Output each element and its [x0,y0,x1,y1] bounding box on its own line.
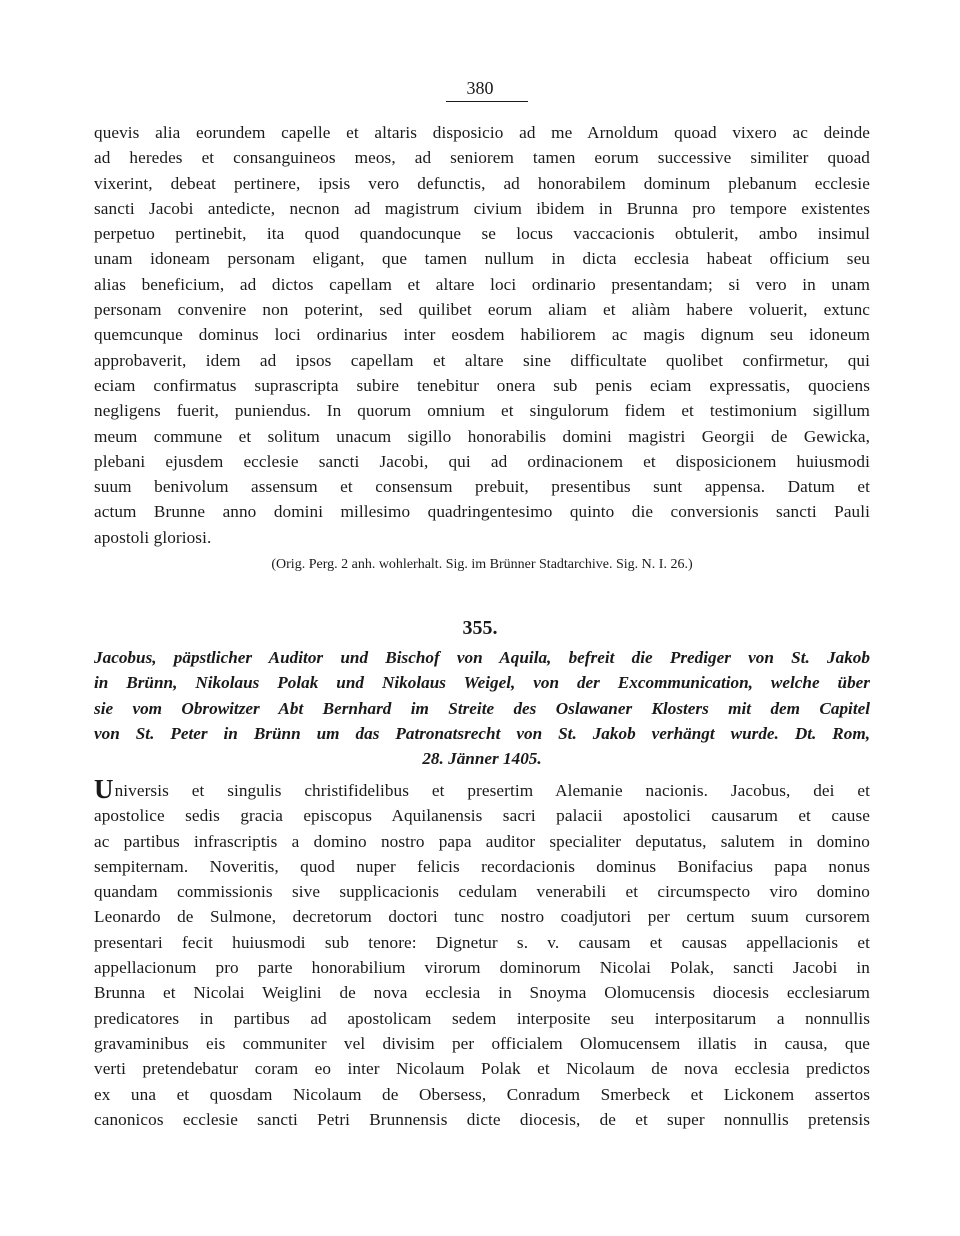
text-line: ac partibus infrascriptis a domino nostro papa auditor specialiter deputatus, salutem in domino [94,831,870,851]
text-line: Leonardo de Sulmone, decretorum doctori tunc nostro coadjutori per certum suum cursorem [94,907,870,927]
text-line: alias beneficium, ad dictos capellam et altare loci ordinario presentandam; si vero in unam [94,274,870,294]
text-line: quandam commissionis sive supplicacionis cedulam venerabili et circumspecto viro domino [94,882,870,902]
paragraph-charter-end [94,120,870,550]
regest-summary [94,645,870,771]
text-line: 28. Jänner 1405. [422,749,542,769]
text-line: quevis alia eorundem capelle et altaris disposicio ad me Arnoldum quoad vixero ac deinde [94,123,870,142]
text-line: perpetuo pertinebit, ita quod quandocunque se locus vaccacionis obtulerit, ambo insimul [94,224,870,244]
paragraph-charter-start [94,778,870,1132]
text-line: canonicos ecclesie sancti Petri Brunnensis dicte diocesis, de et super nonnullis pretensis [94,1109,870,1129]
source-note: (Orig. Perg. 2 anh. wohlerhalt. Sig. im Brünner Stadtarchive. Sig. N. I. 26.) [271,557,693,572]
text-line: approbaverit, idem ad ipsos capellam et altare sine difficultate quolibet confirmetur, qui [94,350,870,370]
text-line: predicatores in partibus ad apostolicam sedem interposite seu interpositarum a nonnullis [94,1008,870,1028]
text-line: ad heredes et consanguineos meos, ad seniorem tamen eorum successive similiter quoad [94,148,870,168]
initial-letter: U [94,778,114,804]
text-line: vixerint, debeat pertinere, ipsis vero defunctis, ad honorabilem dominum plebanum ecclesie [94,173,870,193]
text-line: actum Brunne anno domini millesimo quadringentesimo quinto die conversionis sancti Pauli [94,502,870,522]
text-line-rest: niversis et singulis christifidelibus et presertim Alemanie nacionis. Jacobus, dei et [114,781,870,800]
text-line: apostoli gloriosi. [94,527,212,547]
text-line: gravaminibus eis communiter vel divisim per officialem Olomucensem illatis in causa, que [94,1033,870,1053]
text-line: ex una et quosdam Nicolaum de Obersess, Conradum Smerbeck et Lickonem assertos [94,1084,870,1104]
text-line: sancti Jacobi antedicte, necnon ad magistrum civium ibidem in Brunna pro tempore existentes [94,198,870,218]
text-line: suum benivolum assensum et consensum prebuit, presentibus sunt appensa. Datum et [94,477,870,497]
text-line: quemcunque dominus loci ordinarius inter eosdem habiliorem ac magis dignum seu idoneum [94,325,870,345]
text-line: verti pretendebatur coram eo inter Nicolaum Polak et Nicolaum de nova ecclesia predictos [94,1059,870,1079]
page-number: 380 [466,78,494,98]
text-line: appellacionum pro parte honorabilium virorum dominorum Nicolai Polak, sancti Jacobi in [94,958,870,978]
text-line: von St. Peter in Brünn um das Patronatsrecht von St. Jakob verhängt wurde. Dt. Rom, [94,723,870,743]
text-line: plebani ejusdem ecclesie sancti Jacobi, qui ad ordinacionem et disposicionem huiusmodi [94,451,870,471]
text-line: personam convenire non poterint, sed quilibet eorum aliam et aliàm habere voluerit, extunc [94,300,870,320]
text-line: sie vom Obrowitzer Abt Bernhard im Streite des Oslawaner Klosters mit dem Capitel [94,698,870,718]
document-number: 355. [462,617,498,639]
text-line: Brunna et Nicolai Weiglini de nova ecclesia in Snoyma Olomucensis diocesis ecclesiarum [94,983,870,1003]
text-line: unam idoneam personam eligant, que tamen nullum in dicta ecclesia habeat officium seu [94,249,870,269]
text-line: presentari fecit huiusmodi sub tenore: Dignetur s. v. causam et causas appellacionis et [94,932,870,952]
text-line: Jacobus, päpstlicher Auditor und Bischof von Aquila, befreit die Prediger von St. Jakob [94,648,870,667]
text-line: apostolice sedis gracia episcopus Aquilanensis sacri palacii apostolici causarum et cause [94,806,870,826]
text-line: in Brünn, Nikolaus Polak und Nikolaus Weigel, von der Excommunication, welche über [94,673,870,693]
page-number-rule [446,101,528,102]
text-line: sempiternam. Noveritis, quod nuper felicis recordacionis dominus Bonifacius papa nonus [94,856,870,876]
text-line: eciam confirmatus suprascripta subire tenebitur onera sub penis eciam expressatis, quociens [94,375,870,395]
text-line: meum commune et solitum unacum sigillo honorabilis domini magistri Georgii de Gewicka, [94,426,870,446]
text-line: negligens fuerit, puniendus. In quorum omnium et singulorum fidem et testimonium sigillum [94,401,870,421]
text-line [94,778,870,803]
